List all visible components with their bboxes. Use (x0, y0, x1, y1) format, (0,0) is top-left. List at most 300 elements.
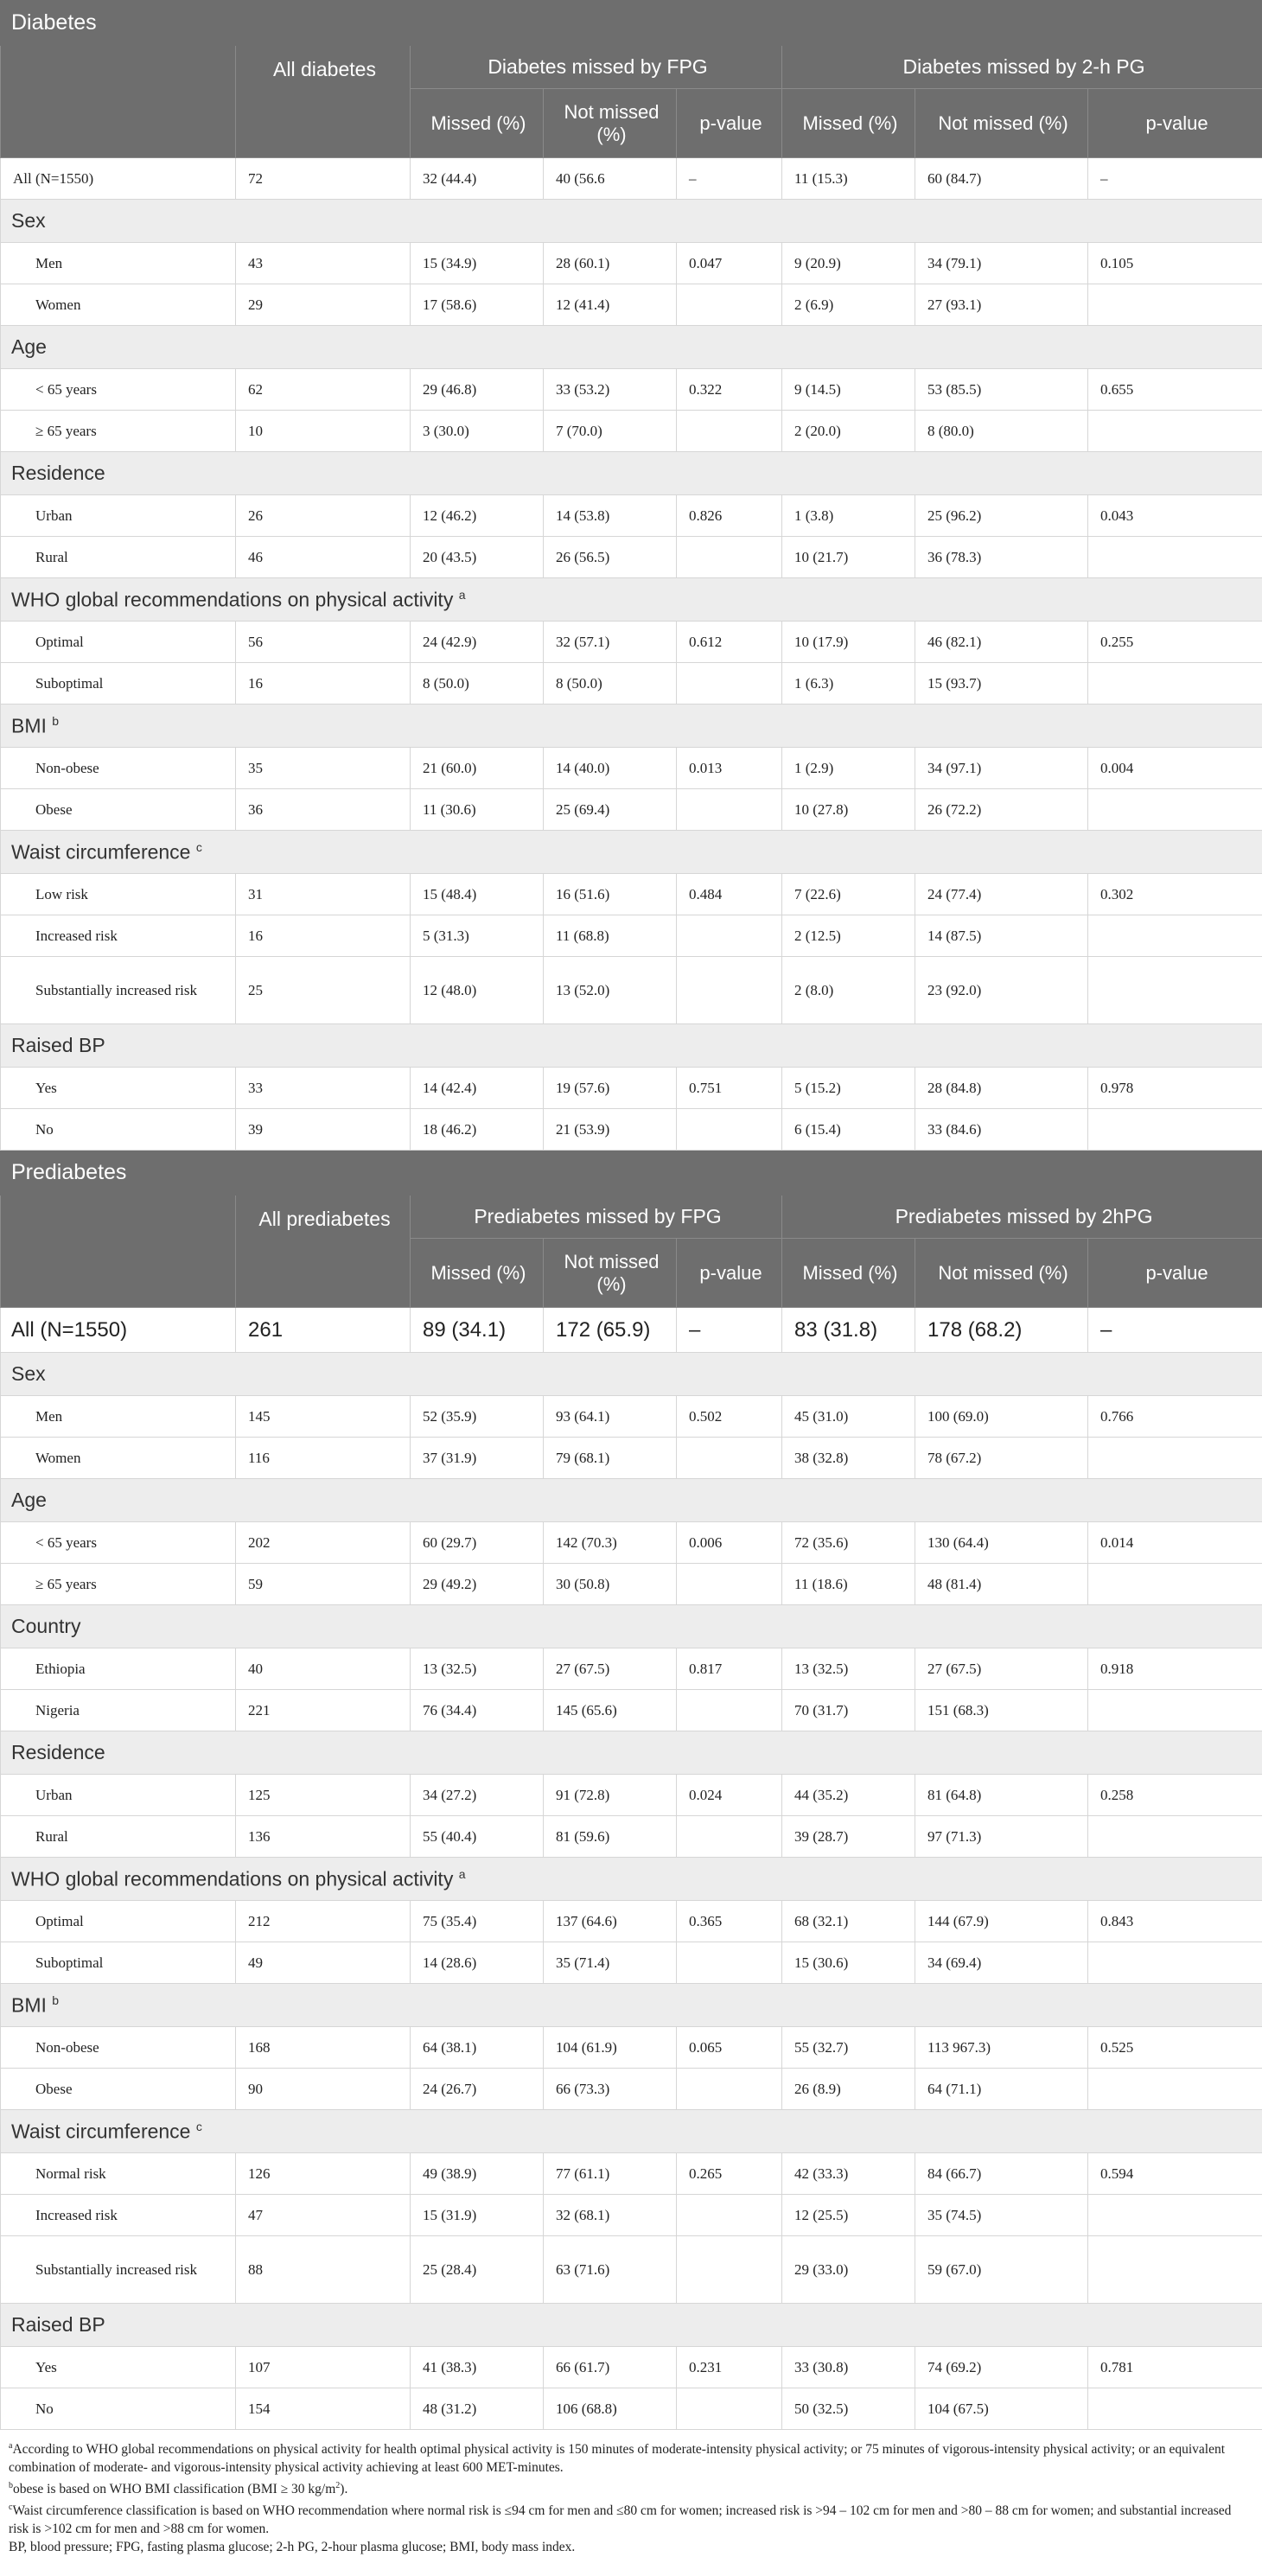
footnote-b: $^b$obese is based on WHO BMI classification (BMI ≥ 30 $kg/m^2$). (9, 2481, 348, 2497)
fpg-not-missed-cell: 35 (71.4) (544, 1942, 677, 1984)
fpg-pvalue-cell (677, 1109, 782, 1151)
group-title: Residence (1, 452, 1262, 495)
fpg-not-missed-cell: 21 (53.9) (544, 1109, 677, 1151)
all-count-cell: 212 (236, 1901, 411, 1942)
fpg-not-missed-cell: 26 (56.5) (544, 537, 677, 578)
fpg-pvalue-cell: 0.817 (677, 1648, 782, 1690)
group-title: BMI $^b$ (1, 1984, 1262, 2027)
group-header-row (1, 452, 1262, 495)
pg-missed-cell: 9 (14.5) (782, 369, 915, 411)
pg-pvalue-cell: 0.918 (1088, 1648, 1262, 1690)
subheader-fpg-not-missed: Not missed (%) (544, 89, 677, 158)
pg-not-missed-cell: 36 (78.3) (915, 537, 1088, 578)
header-missed-by-fpg: Diabetes missed by FPG (411, 46, 782, 89)
table-row (1, 369, 1262, 411)
pg-pvalue-cell (1088, 663, 1262, 705)
row-label: Nigeria (1, 1690, 236, 1731)
pg-not-missed-cell: 34 (97.1) (915, 748, 1088, 789)
group-title: Residence (1, 1731, 1262, 1775)
pg-missed-cell: 11 (15.3) (782, 158, 915, 200)
group-header-row (1, 1479, 1262, 1522)
fpg-missed-cell: 41 (38.3) (411, 2347, 544, 2388)
pg-not-missed-cell: 23 (92.0) (915, 957, 1088, 1024)
all-count-cell: 46 (236, 537, 411, 578)
table-row (1, 495, 1262, 537)
pg-pvalue-cell (1088, 2195, 1262, 2236)
fpg-pvalue-cell: 0.065 (677, 2027, 782, 2069)
group-title: Waist circumference $^c$ (1, 831, 1262, 874)
subheader-fpg-pvalue: p-value (677, 89, 782, 158)
prediabetes-section (1, 1151, 1262, 2430)
pg-not-missed-cell: 100 (69.0) (915, 1396, 1088, 1438)
pg-not-missed-cell: 144 (67.9) (915, 1901, 1088, 1942)
fpg-missed-cell: 24 (26.7) (411, 2069, 544, 2110)
fpg-missed-cell: 17 (58.6) (411, 284, 544, 326)
table-row (1, 1438, 1262, 1479)
table-row (1, 874, 1262, 915)
table-row (1, 1308, 1262, 1353)
diabetes-section (1, 1, 1262, 1151)
group-title: Age (1, 326, 1262, 369)
row-label: ≥ 65 years (1, 411, 236, 452)
fpg-not-missed-cell: 30 (50.8) (544, 1564, 677, 1605)
pg-pvalue-cell (1088, 1690, 1262, 1731)
fpg-missed-cell: 49 (38.9) (411, 2153, 544, 2195)
pg-not-missed-cell: 78 (67.2) (915, 1438, 1088, 1479)
all-count-cell: 136 (236, 1816, 411, 1858)
fpg-pvalue-cell (677, 663, 782, 705)
pg-not-missed-cell: 59 (67.0) (915, 2236, 1088, 2304)
fpg-not-missed-cell: 172 (65.9) (544, 1308, 677, 1353)
fpg-missed-cell: 29 (49.2) (411, 1564, 544, 1605)
fpg-not-missed-cell: 104 (61.9) (544, 2027, 677, 2069)
pg-not-missed-cell: 84 (66.7) (915, 2153, 1088, 2195)
row-label: Rural (1, 1816, 236, 1858)
all-count-cell: 35 (236, 748, 411, 789)
fpg-not-missed-cell: 7 (70.0) (544, 411, 677, 452)
pg-not-missed-cell: 113 967.3) (915, 2027, 1088, 2069)
fpg-missed-cell: 55 (40.4) (411, 1816, 544, 1858)
fpg-missed-cell: 76 (34.4) (411, 1690, 544, 1731)
table-row (1, 1396, 1262, 1438)
all-count-cell: 261 (236, 1308, 411, 1353)
group-title: Raised BP (1, 2304, 1262, 2347)
fpg-missed-cell: 15 (31.9) (411, 2195, 544, 2236)
fpg-missed-cell: 32 (44.4) (411, 158, 544, 200)
pg-pvalue-cell: 0.255 (1088, 622, 1262, 663)
fpg-missed-cell: 15 (48.4) (411, 874, 544, 915)
subheader-pg-missed: Missed (%) (782, 1239, 915, 1308)
row-label: All (N=1550) (1, 1308, 236, 1353)
all-count-cell: 36 (236, 789, 411, 831)
table-row (1, 1068, 1262, 1109)
group-header-row (1, 1353, 1262, 1396)
pg-not-missed-cell: 48 (81.4) (915, 1564, 1088, 1605)
table-row (1, 2069, 1262, 2110)
pg-missed-cell: 10 (27.8) (782, 789, 915, 831)
pg-pvalue-cell (1088, 915, 1262, 957)
fpg-not-missed-cell: 137 (64.6) (544, 1901, 677, 1942)
row-label: Increased risk (1, 2195, 236, 2236)
pg-pvalue-cell (1088, 957, 1262, 1024)
header-empty-cell (1, 46, 236, 158)
fpg-missed-cell: 21 (60.0) (411, 748, 544, 789)
pg-missed-cell: 11 (18.6) (782, 1564, 915, 1605)
fpg-pvalue-cell: 0.502 (677, 1396, 782, 1438)
table-row (1, 1564, 1262, 1605)
pg-missed-cell: 42 (33.3) (782, 2153, 915, 2195)
table-row (1, 2388, 1262, 2430)
all-count-cell: 221 (236, 1690, 411, 1731)
all-count-cell: 25 (236, 957, 411, 1024)
table-row (1, 2236, 1262, 2304)
subheader-fpg-pvalue: p-value (677, 1239, 782, 1308)
pg-pvalue-cell: 0.258 (1088, 1775, 1262, 1816)
header-all-diabetes: All diabetes (236, 46, 411, 158)
row-label: ≥ 65 years (1, 1564, 236, 1605)
table-row (1, 957, 1262, 1024)
all-count-cell: 145 (236, 1396, 411, 1438)
row-label: Suboptimal (1, 663, 236, 705)
pg-not-missed-cell: 104 (67.5) (915, 2388, 1088, 2430)
pg-missed-cell: 33 (30.8) (782, 2347, 915, 2388)
table-row (1, 789, 1262, 831)
group-header-row (1, 200, 1262, 243)
all-count-cell: 88 (236, 2236, 411, 2304)
pg-pvalue-cell: 0.978 (1088, 1068, 1262, 1109)
pg-pvalue-cell: 0.655 (1088, 369, 1262, 411)
pg-missed-cell: 7 (22.6) (782, 874, 915, 915)
pg-pvalue-cell: 0.843 (1088, 1901, 1262, 1942)
fpg-not-missed-cell: 145 (65.6) (544, 1690, 677, 1731)
all-count-cell: 31 (236, 874, 411, 915)
table-row (1, 158, 1262, 200)
pg-pvalue-cell: 0.766 (1088, 1396, 1262, 1438)
subheader-pg-not-missed: Not missed (%) (915, 89, 1088, 158)
row-label: Substantially increased risk (1, 957, 236, 1024)
pg-missed-cell: 1 (2.9) (782, 748, 915, 789)
fpg-not-missed-cell: 32 (68.1) (544, 2195, 677, 2236)
table-row (1, 2153, 1262, 2195)
pg-pvalue-cell (1088, 789, 1262, 831)
pg-missed-cell: 39 (28.7) (782, 1816, 915, 1858)
fpg-missed-cell: 14 (42.4) (411, 1068, 544, 1109)
group-title: Country (1, 1605, 1262, 1648)
row-label: Urban (1, 1775, 236, 1816)
group-title: Sex (1, 200, 1262, 243)
row-label: Rural (1, 537, 236, 578)
group-header-row (1, 1731, 1262, 1775)
fpg-not-missed-cell: 19 (57.6) (544, 1068, 677, 1109)
group-title: Age (1, 1479, 1262, 1522)
fpg-pvalue-cell (677, 2069, 782, 2110)
footnote-a: $^a$According to WHO global recommendations on physical activity for health optimal physical activity is 150 minutes of moderate-intensity physical activity; or 75 minutes of vigorous-intensity physical activity; or an equivalent combination of moderate- and vigorous-intensity physical activity achieving at least 600 MET-minutes. (9, 2441, 1226, 2476)
fpg-not-missed-cell: 77 (61.1) (544, 2153, 677, 2195)
table-row (1, 663, 1262, 705)
all-count-cell: 107 (236, 2347, 411, 2388)
pg-missed-cell: 45 (31.0) (782, 1396, 915, 1438)
pg-missed-cell: 9 (20.9) (782, 243, 915, 284)
pg-not-missed-cell: 15 (93.7) (915, 663, 1088, 705)
table-row (1, 284, 1262, 326)
table-row (1, 1816, 1262, 1858)
row-label: < 65 years (1, 369, 236, 411)
pg-not-missed-cell: 14 (87.5) (915, 915, 1088, 957)
pg-missed-cell: 10 (21.7) (782, 537, 915, 578)
group-header-row (1, 326, 1262, 369)
pg-not-missed-cell: 34 (69.4) (915, 1942, 1088, 1984)
fpg-missed-cell: 25 (28.4) (411, 2236, 544, 2304)
diabetes-section-title: Diabetes (1, 1, 1262, 46)
pg-pvalue-cell: – (1088, 158, 1262, 200)
fpg-pvalue-cell (677, 1942, 782, 1984)
fpg-pvalue-cell (677, 1690, 782, 1731)
pg-not-missed-cell: 53 (85.5) (915, 369, 1088, 411)
fpg-not-missed-cell: 66 (73.3) (544, 2069, 677, 2110)
fpg-not-missed-cell: 11 (68.8) (544, 915, 677, 957)
subheader-fpg-not-missed: Not missed (%) (544, 1239, 677, 1308)
row-label: No (1, 1109, 236, 1151)
fpg-pvalue-cell: 0.047 (677, 243, 782, 284)
header-all-prediabetes: All prediabetes (236, 1196, 411, 1308)
footnote-abbreviations: BP, blood pressure; FPG, fasting plasma glucose; 2-h PG, 2-hour plasma glucose; BMI, body mass index. (9, 2540, 576, 2555)
pg-missed-cell: 26 (8.9) (782, 2069, 915, 2110)
pg-pvalue-cell (1088, 2069, 1262, 2110)
row-label: Normal risk (1, 2153, 236, 2195)
table-row (1, 748, 1262, 789)
fpg-not-missed-cell: 91 (72.8) (544, 1775, 677, 1816)
fpg-pvalue-cell (677, 537, 782, 578)
pg-not-missed-cell: 178 (68.2) (915, 1308, 1088, 1353)
fpg-pvalue-cell (677, 1816, 782, 1858)
all-count-cell: 116 (236, 1438, 411, 1479)
subheader-pg-not-missed: Not missed (%) (915, 1239, 1088, 1308)
table-row (1, 243, 1262, 284)
fpg-pvalue-cell: 0.265 (677, 2153, 782, 2195)
pg-not-missed-cell: 27 (67.5) (915, 1648, 1088, 1690)
subheader-pg-pvalue: p-value (1088, 1239, 1262, 1308)
pg-not-missed-cell: 8 (80.0) (915, 411, 1088, 452)
subheader-fpg-missed: Missed (%) (411, 1239, 544, 1308)
fpg-missed-cell: 13 (32.5) (411, 1648, 544, 1690)
fpg-pvalue-cell: – (677, 1308, 782, 1353)
fpg-not-missed-cell: 27 (67.5) (544, 1648, 677, 1690)
fpg-missed-cell: 60 (29.7) (411, 1522, 544, 1564)
group-header-row (1, 578, 1262, 622)
row-label: Women (1, 284, 236, 326)
all-count-cell: 62 (236, 369, 411, 411)
group-header-row (1, 1605, 1262, 1648)
fpg-missed-cell: 89 (34.1) (411, 1308, 544, 1353)
prediabetes-section-title: Prediabetes (1, 1151, 1262, 1196)
pg-pvalue-cell: 0.105 (1088, 243, 1262, 284)
fpg-not-missed-cell: 8 (50.0) (544, 663, 677, 705)
fpg-pvalue-cell: 0.365 (677, 1901, 782, 1942)
pg-not-missed-cell: 24 (77.4) (915, 874, 1088, 915)
fpg-not-missed-cell: 33 (53.2) (544, 369, 677, 411)
pg-missed-cell: 5 (15.2) (782, 1068, 915, 1109)
header-missed-by-2hpg: Prediabetes missed by 2hPG (782, 1196, 1262, 1239)
pg-pvalue-cell (1088, 1816, 1262, 1858)
fpg-pvalue-cell (677, 2195, 782, 2236)
pg-pvalue-cell (1088, 1564, 1262, 1605)
fpg-pvalue-cell (677, 915, 782, 957)
header-empty-cell (1, 1196, 236, 1308)
pg-pvalue-cell: 0.302 (1088, 874, 1262, 915)
all-count-cell: 72 (236, 158, 411, 200)
fpg-missed-cell: 64 (38.1) (411, 2027, 544, 2069)
fpg-not-missed-cell: 66 (61.7) (544, 2347, 677, 2388)
all-count-cell: 26 (236, 495, 411, 537)
pg-missed-cell: 10 (17.9) (782, 622, 915, 663)
fpg-pvalue-cell: 0.751 (677, 1068, 782, 1109)
pg-missed-cell: 1 (3.8) (782, 495, 915, 537)
pg-missed-cell: 2 (20.0) (782, 411, 915, 452)
header-missed-by-2h-pg: Diabetes missed by 2-h PG (782, 46, 1262, 89)
table-row (1, 1648, 1262, 1690)
table-row (1, 2195, 1262, 2236)
group-title: BMI $^b$ (1, 705, 1262, 748)
fpg-missed-cell: 18 (46.2) (411, 1109, 544, 1151)
pg-missed-cell: 70 (31.7) (782, 1690, 915, 1731)
subheader-pg-missed: Missed (%) (782, 89, 915, 158)
pg-pvalue-cell (1088, 1109, 1262, 1151)
pg-missed-cell: 2 (8.0) (782, 957, 915, 1024)
fpg-not-missed-cell: 106 (68.8) (544, 2388, 677, 2430)
table-row (1, 1775, 1262, 1816)
fpg-not-missed-cell: 79 (68.1) (544, 1438, 677, 1479)
pg-missed-cell: 15 (30.6) (782, 1942, 915, 1984)
row-label: Yes (1, 2347, 236, 2388)
fpg-pvalue-cell (677, 2388, 782, 2430)
pg-pvalue-cell (1088, 2388, 1262, 2430)
pg-pvalue-cell (1088, 2236, 1262, 2304)
fpg-missed-cell: 52 (35.9) (411, 1396, 544, 1438)
table-row (1, 622, 1262, 663)
fpg-not-missed-cell: 32 (57.1) (544, 622, 677, 663)
row-label: Optimal (1, 1901, 236, 1942)
fpg-missed-cell: 75 (35.4) (411, 1901, 544, 1942)
pg-missed-cell: 2 (6.9) (782, 284, 915, 326)
pg-not-missed-cell: 81 (64.8) (915, 1775, 1088, 1816)
fpg-not-missed-cell: 12 (41.4) (544, 284, 677, 326)
table-row (1, 411, 1262, 452)
pg-not-missed-cell: 34 (79.1) (915, 243, 1088, 284)
fpg-pvalue-cell (677, 411, 782, 452)
pg-not-missed-cell: 46 (82.1) (915, 622, 1088, 663)
fpg-pvalue-cell: – (677, 158, 782, 200)
row-label: Optimal (1, 622, 236, 663)
all-count-cell: 202 (236, 1522, 411, 1564)
footnotes (0, 2437, 1253, 2556)
fpg-pvalue-cell: 0.013 (677, 748, 782, 789)
table-row (1, 1901, 1262, 1942)
fpg-not-missed-cell: 16 (51.6) (544, 874, 677, 915)
pg-pvalue-cell (1088, 411, 1262, 452)
fpg-pvalue-cell (677, 284, 782, 326)
pg-not-missed-cell: 25 (96.2) (915, 495, 1088, 537)
pg-missed-cell: 50 (32.5) (782, 2388, 915, 2430)
all-count-cell: 16 (236, 663, 411, 705)
fpg-not-missed-cell: 14 (40.0) (544, 748, 677, 789)
subheader-pg-pvalue: p-value (1088, 89, 1262, 158)
group-header-row (1, 2110, 1262, 2153)
fpg-pvalue-cell: 0.006 (677, 1522, 782, 1564)
fpg-pvalue-cell (677, 1438, 782, 1479)
table-row (1, 2027, 1262, 2069)
fpg-missed-cell: 20 (43.5) (411, 537, 544, 578)
pg-pvalue-cell (1088, 1942, 1262, 1984)
group-title: Waist circumference $^c$ (1, 2110, 1262, 2153)
fpg-not-missed-cell: 40 (56.6 (544, 158, 677, 200)
pg-pvalue-cell: 0.594 (1088, 2153, 1262, 2195)
all-count-cell: 125 (236, 1775, 411, 1816)
fpg-pvalue-cell: 0.024 (677, 1775, 782, 1816)
pg-not-missed-cell: 64 (71.1) (915, 2069, 1088, 2110)
group-header-row (1, 2304, 1262, 2347)
pg-not-missed-cell: 60 (84.7) (915, 158, 1088, 200)
table-row (1, 537, 1262, 578)
group-title: WHO global recommendations on physical activity $^a$ (1, 1858, 1262, 1901)
pg-missed-cell: 55 (32.7) (782, 2027, 915, 2069)
group-header-row (1, 1984, 1262, 2027)
pg-pvalue-cell: 0.043 (1088, 495, 1262, 537)
group-header-row (1, 831, 1262, 874)
pg-missed-cell: 68 (32.1) (782, 1901, 915, 1942)
fpg-missed-cell: 8 (50.0) (411, 663, 544, 705)
fpg-not-missed-cell: 142 (70.3) (544, 1522, 677, 1564)
table-row (1, 915, 1262, 957)
fpg-not-missed-cell: 25 (69.4) (544, 789, 677, 831)
pg-not-missed-cell: 97 (71.3) (915, 1816, 1088, 1858)
group-header-row (1, 705, 1262, 748)
all-count-cell: 40 (236, 1648, 411, 1690)
fpg-missed-cell: 11 (30.6) (411, 789, 544, 831)
group-header-row (1, 1858, 1262, 1901)
pg-missed-cell: 13 (32.5) (782, 1648, 915, 1690)
fpg-missed-cell: 37 (31.9) (411, 1438, 544, 1479)
fpg-not-missed-cell: 63 (71.6) (544, 2236, 677, 2304)
pg-not-missed-cell: 33 (84.6) (915, 1109, 1088, 1151)
all-count-cell: 59 (236, 1564, 411, 1605)
pg-pvalue-cell: 0.014 (1088, 1522, 1262, 1564)
fpg-not-missed-cell: 28 (60.1) (544, 243, 677, 284)
pg-pvalue-cell (1088, 1438, 1262, 1479)
row-label: Ethiopia (1, 1648, 236, 1690)
group-title: Sex (1, 1353, 1262, 1396)
footnote-c: $^c$Waist circumference classification is based on WHO recommendation where normal risk is ≤94 cm for men and ≤80 cm for women; increased risk is >94 – 102 cm for men and >80 – 88 cm for women; and substantial increased risk is >102 cm for men and >88 cm for women. (9, 2503, 1232, 2537)
all-count-cell: 126 (236, 2153, 411, 2195)
pg-not-missed-cell: 130 (64.4) (915, 1522, 1088, 1564)
row-label: Suboptimal (1, 1942, 236, 1984)
fpg-missed-cell: 14 (28.6) (411, 1942, 544, 1984)
pg-not-missed-cell: 26 (72.2) (915, 789, 1088, 831)
fpg-pvalue-cell: 0.484 (677, 874, 782, 915)
row-label: Yes (1, 1068, 236, 1109)
fpg-missed-cell: 12 (46.2) (411, 495, 544, 537)
fpg-pvalue-cell: 0.612 (677, 622, 782, 663)
fpg-missed-cell: 34 (27.2) (411, 1775, 544, 1816)
pg-missed-cell: 6 (15.4) (782, 1109, 915, 1151)
fpg-not-missed-cell: 81 (59.6) (544, 1816, 677, 1858)
pg-not-missed-cell: 35 (74.5) (915, 2195, 1088, 2236)
fpg-pvalue-cell: 0.231 (677, 2347, 782, 2388)
row-label: Substantially increased risk (1, 2236, 236, 2304)
fpg-missed-cell: 24 (42.9) (411, 622, 544, 663)
group-title: WHO global recommendations on physical activity $^a$ (1, 578, 1262, 622)
fpg-missed-cell: 3 (30.0) (411, 411, 544, 452)
fpg-not-missed-cell: 13 (52.0) (544, 957, 677, 1024)
